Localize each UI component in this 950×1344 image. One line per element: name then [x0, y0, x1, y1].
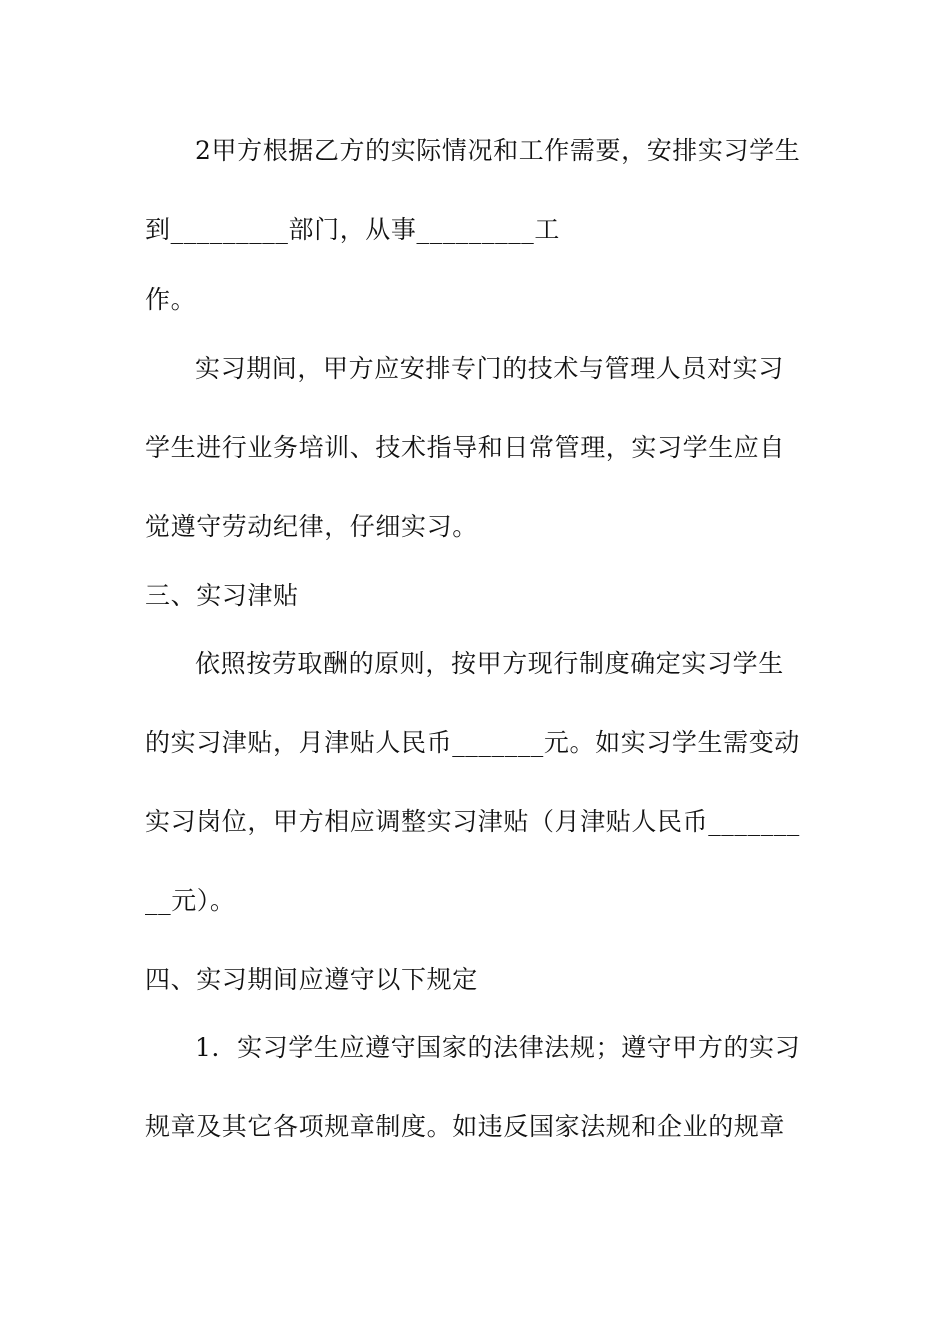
paragraph-line: 依照按劳取酬的原则，按甲方现行制度确定实习学生 [195, 649, 784, 678]
paragraph-line: __元）。 [145, 886, 236, 915]
paragraph-line: 规章及其它各项规章制度。如违反国家法规和企业的规章 [145, 1112, 786, 1141]
section-heading: 四、实习期间应遵守以下规定 [145, 965, 478, 994]
paragraph-line: 的实习津贴，月津贴人民币_______元。如实习学生需变动 [145, 728, 800, 757]
paragraph-line: 2甲方根据乙方的实际情况和工作需要，安排实习学生 [195, 136, 801, 165]
section-heading: 三、实习津贴 [145, 581, 299, 610]
paragraph-line: 学生进行业务培训、技术指导和日常管理，实习学生应自 [145, 433, 786, 462]
paragraph-line: 到_________部门，从事_________工 [145, 215, 561, 244]
paragraph-line: 实习期间，甲方应安排专门的技术与管理人员对实习 [195, 354, 784, 383]
paragraph-line: 实习岗位，甲方相应调整实习津贴（月津贴人民币_______ [145, 807, 800, 836]
paragraph-line: 觉遵守劳动纪律，仔细实习。 [145, 512, 478, 541]
paragraph-line: 作。 [145, 285, 197, 314]
paragraph-line: 1．实习学生应遵守国家的法律法规；遵守甲方的实习 [195, 1033, 801, 1062]
